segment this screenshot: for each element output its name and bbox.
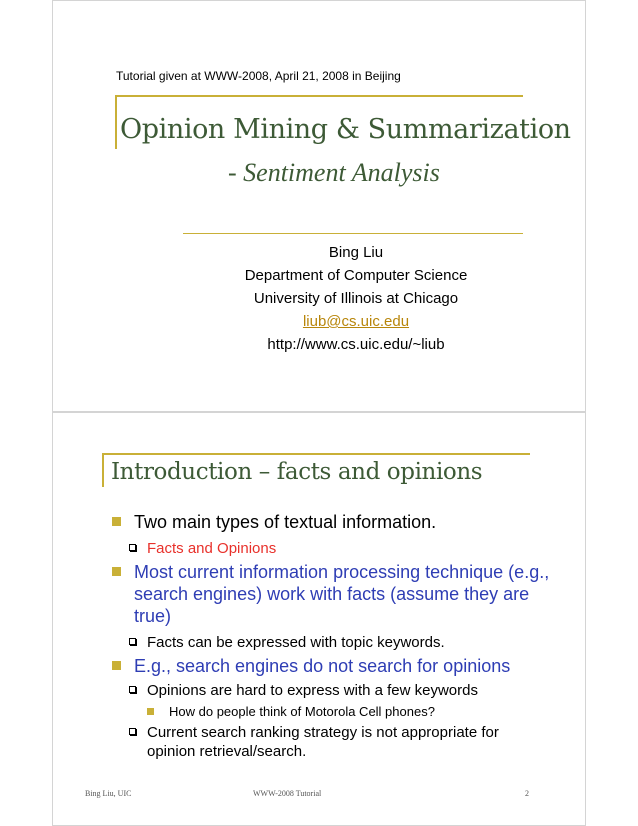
bullet-item: E.g., search engines do not search for opinions (112, 655, 552, 677)
title-divider (183, 233, 523, 234)
author-department: Department of Computer Science (244, 267, 468, 284)
author-block (203, 241, 509, 356)
checkbox-bullet-icon (129, 686, 136, 693)
title-frame-top-rule (115, 95, 523, 97)
homepage-url[interactable]: http://www.cs.uic.edu/~liub (267, 336, 445, 353)
footer-center: WWW-2008 Tutorial (253, 789, 322, 798)
square-bullet-icon (112, 661, 121, 670)
author-university: University of Illinois at Chicago (253, 290, 459, 307)
sub-sub-bullet-item: How do people think of Motorola Cell phones? (147, 703, 547, 720)
sub-bullet-item: Facts and Opinions (129, 539, 549, 558)
tutorial-note: Tutorial given at WWW-2008, April 21, 2008 in Beijing (116, 69, 401, 83)
sub-bullet-item: Current search ranking strategy is not appropriate for opinion retrieval/search. (129, 723, 549, 761)
footer-left: Bing Liu, UIC (85, 789, 132, 798)
title-frame-left-rule (102, 453, 104, 487)
bullet-item: Two main types of textual information. (112, 511, 552, 533)
author-name: Bing Liu (328, 244, 384, 261)
slide-title: Opinion Mining & Summarization (120, 114, 571, 145)
title-frame-left-rule (115, 95, 117, 149)
square-bullet-icon (112, 567, 121, 576)
slide-title: Introduction – facts and opinions (111, 459, 483, 485)
checkbox-bullet-icon (129, 728, 136, 735)
footer-page-number: 2 (525, 789, 529, 798)
square-bullet-icon (112, 517, 121, 526)
slide-1 (52, 0, 586, 412)
bullet-item: Most current information processing technique (e.g., search engines) work with facts (assume they are true) (112, 561, 552, 627)
title-frame-top-rule (102, 453, 530, 455)
checkbox-bullet-icon (129, 638, 136, 645)
sub-bullet-item: Facts can be expressed with topic keywords. (129, 633, 549, 652)
slide-2 (52, 412, 586, 826)
checkbox-bullet-icon (129, 544, 136, 551)
slide-subtitle: - Sentiment Analysis (228, 158, 440, 187)
square-bullet-icon (147, 708, 154, 715)
email-link[interactable]: liub@cs.uic.edu (302, 313, 410, 330)
sub-bullet-item: Opinions are hard to express with a few keywords (129, 681, 549, 700)
